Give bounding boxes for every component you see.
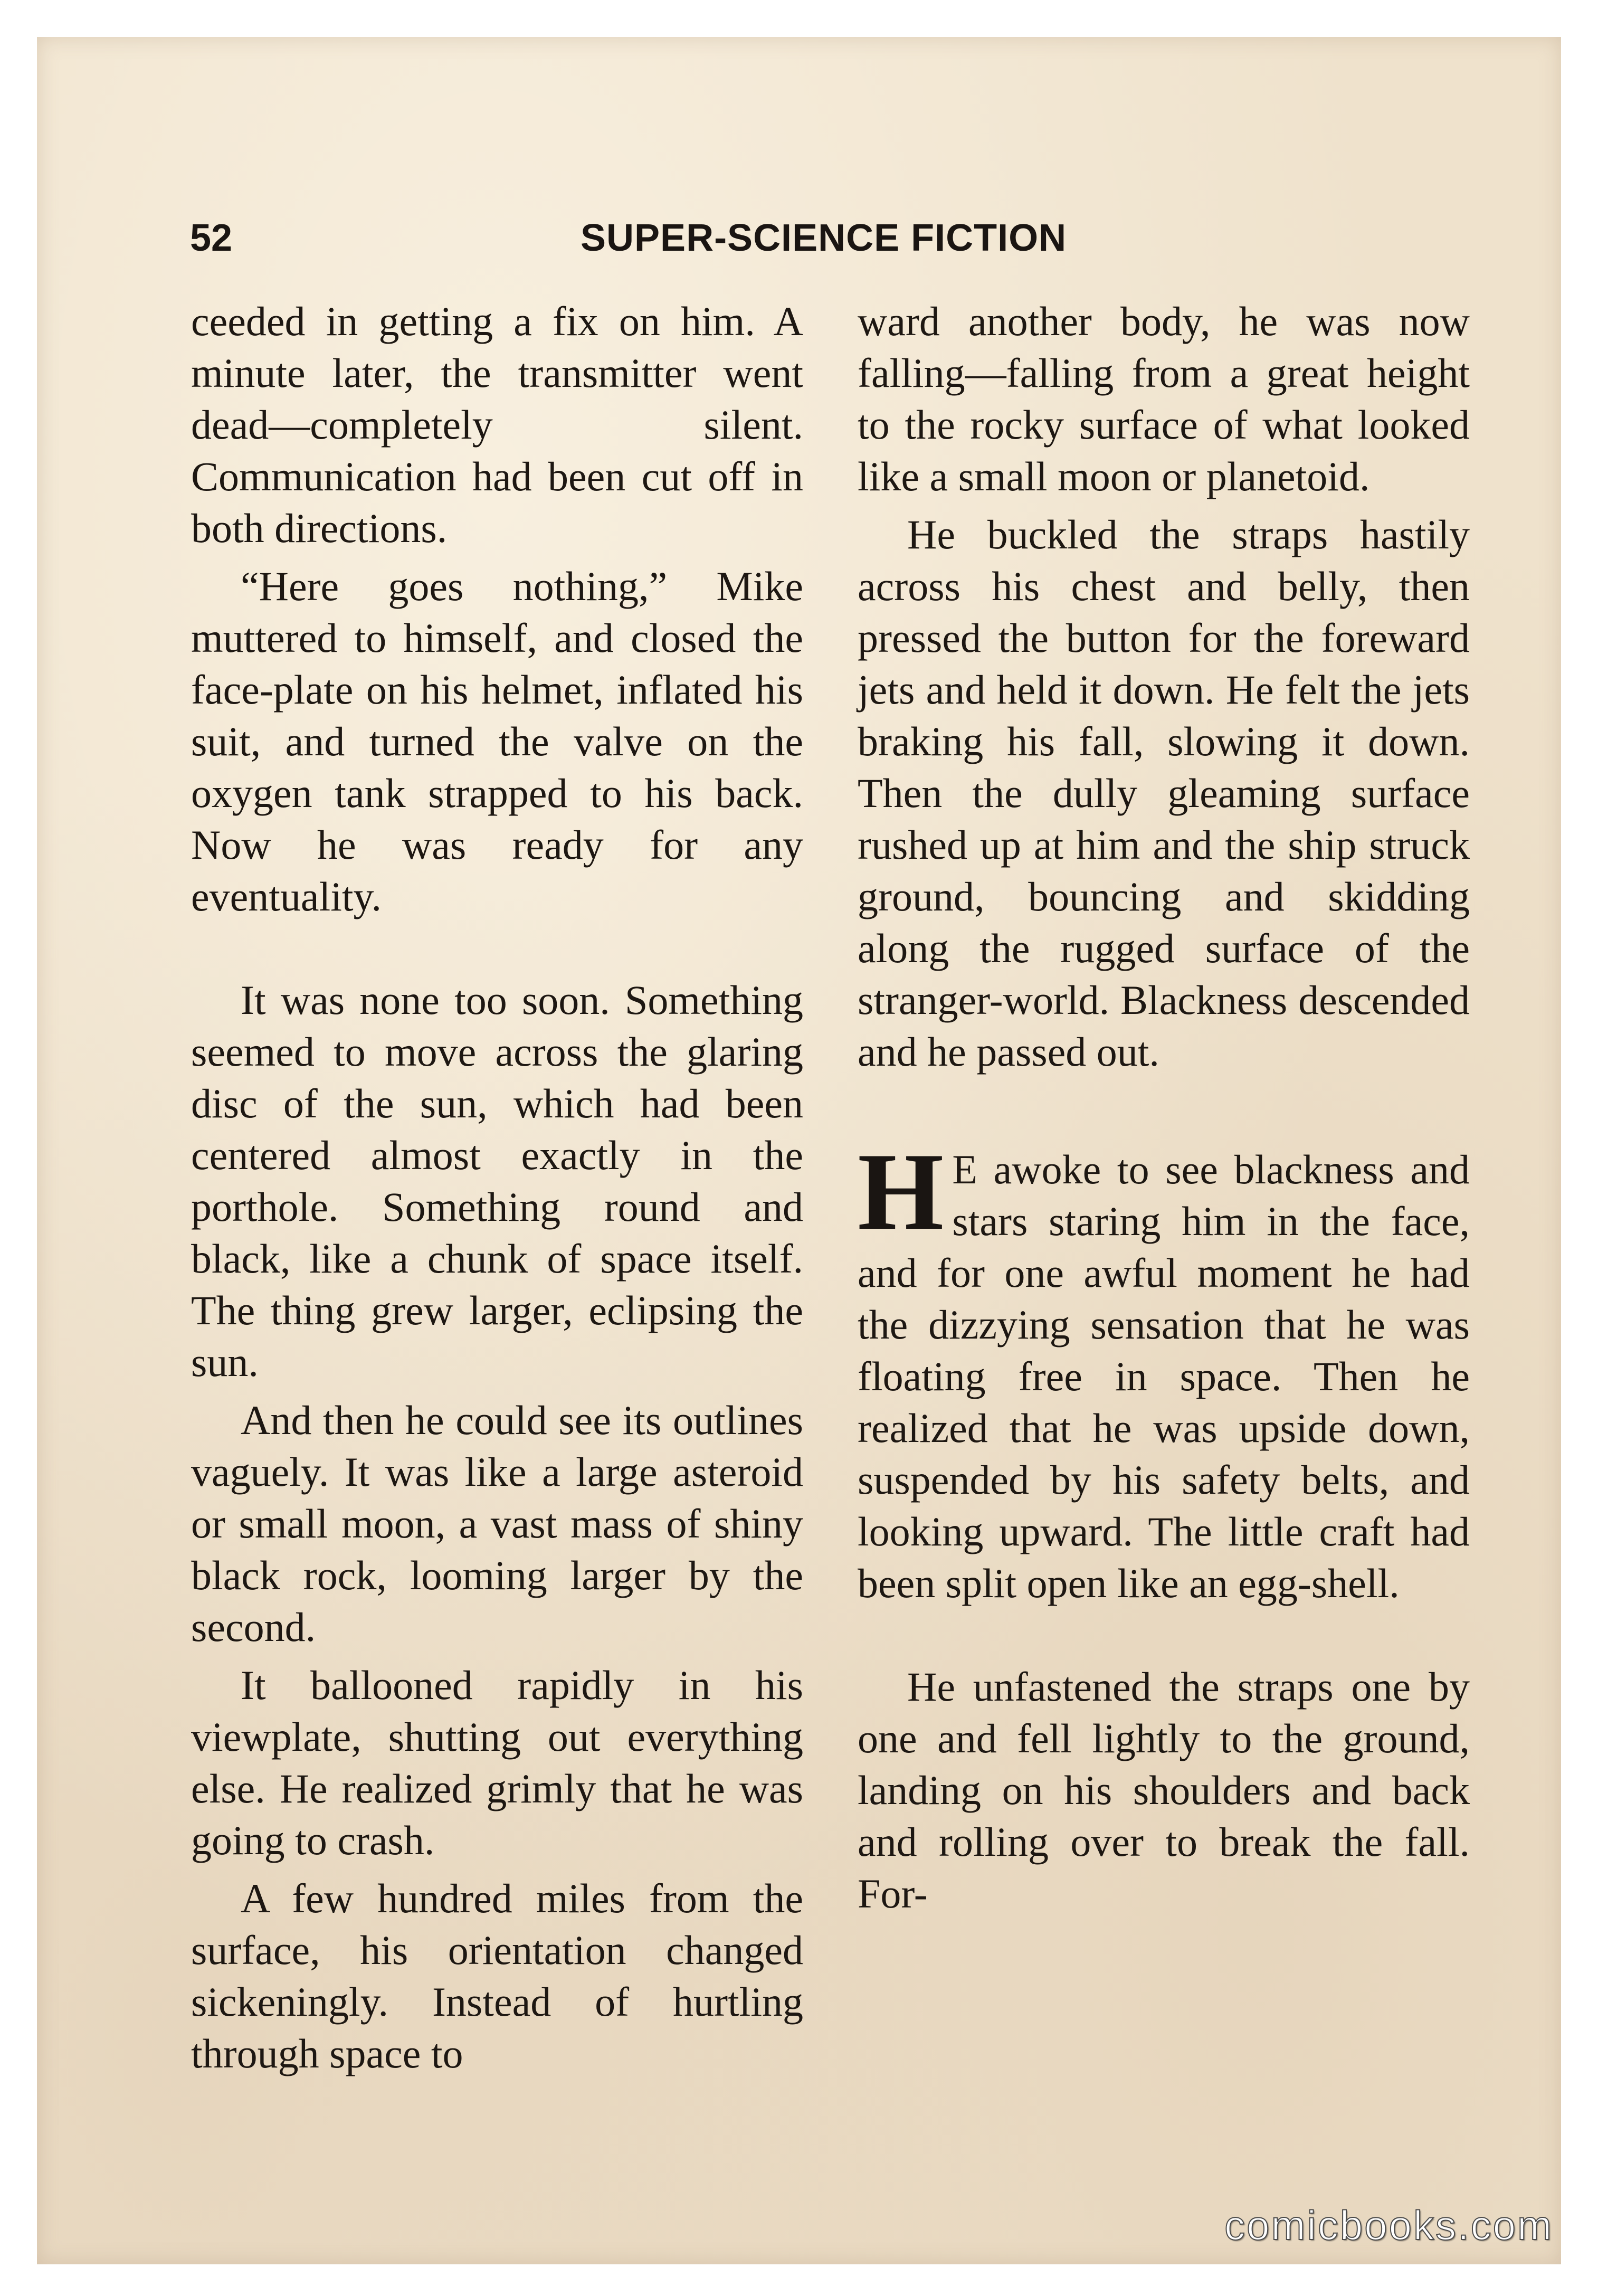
right-paragraph-3-text: E awoke to see blackness and stars staring him in the face, and for one awful moment he had the dizzying sensation that he was floating free in space. Then he realized that he was upside down, suspended by his safety belts, and looking upward. The little craft had been split open like an egg-shell. (858, 1146, 1470, 1606)
left-paragraph-4: And then he could see its outlines vaguely. It was like a large asteroid or small moon, a vast mass of shiny black rock, looming larger by the second. (191, 1397, 803, 1650)
left-column (191, 296, 803, 2086)
right-column (858, 296, 1470, 1926)
right-paragraph-1: ward another body, he was now falling—falling from a great height to the rocky surface of what looked like a small moon or planetoid. (858, 298, 1470, 499)
right-paragraph-4: He unfastened the straps one by one and fell lightly to the ground, landing on his shoulders and back and rolling over to break the fall. For- (858, 1664, 1470, 1917)
running-title: SUPER-SCIENCE FICTION (581, 217, 1067, 259)
page-number: 52 (190, 217, 233, 259)
left-paragraph-5: It ballooned rapidly in his viewplate, shutting out everything else. He realized grimly that he was going to crash. (191, 1662, 803, 1863)
left-paragraph-6: A few hundred miles from the surface, his orientation changed sickeningly. Instead of hurtling through space to (191, 1875, 803, 2076)
left-paragraph-1: ceeded in getting a fix on him. A minute later, the transmitter went dead—completely silent. Communication had been cut off in both directions. (191, 298, 803, 551)
left-paragraph-3: It was none too soon. Something seemed to move across the glaring disc of the sun, which had been centered almost exactly in the porthole. Something round and black, like a chunk of space itself. The thing grew larger, eclipsing the sun. (191, 977, 803, 1385)
watermark: comicbooks.com (1224, 2202, 1553, 2248)
right-paragraph-3 (858, 1131, 1470, 1609)
left-paragraph-2: “Here goes nothing,” Mike muttered to himself, and closed the face-plate on his helmet, inflated his suit, and turned the valve on the oxygen tank strapped to his back. Now he was ready for any eventuality. (191, 563, 803, 919)
right-paragraph-2: He buckled the straps hastily across his chest and belly, then pressed the button for the foreward jets and held it down. He felt the jets braking his fall, slowing it down. Then the dully gleaming surface rushed up at him and the ship struck ground, bouncing and skidding along the rugged surface of the stranger-world. Blackness descended and he passed out. (858, 511, 1470, 1075)
drop-cap: H (858, 1131, 944, 1253)
